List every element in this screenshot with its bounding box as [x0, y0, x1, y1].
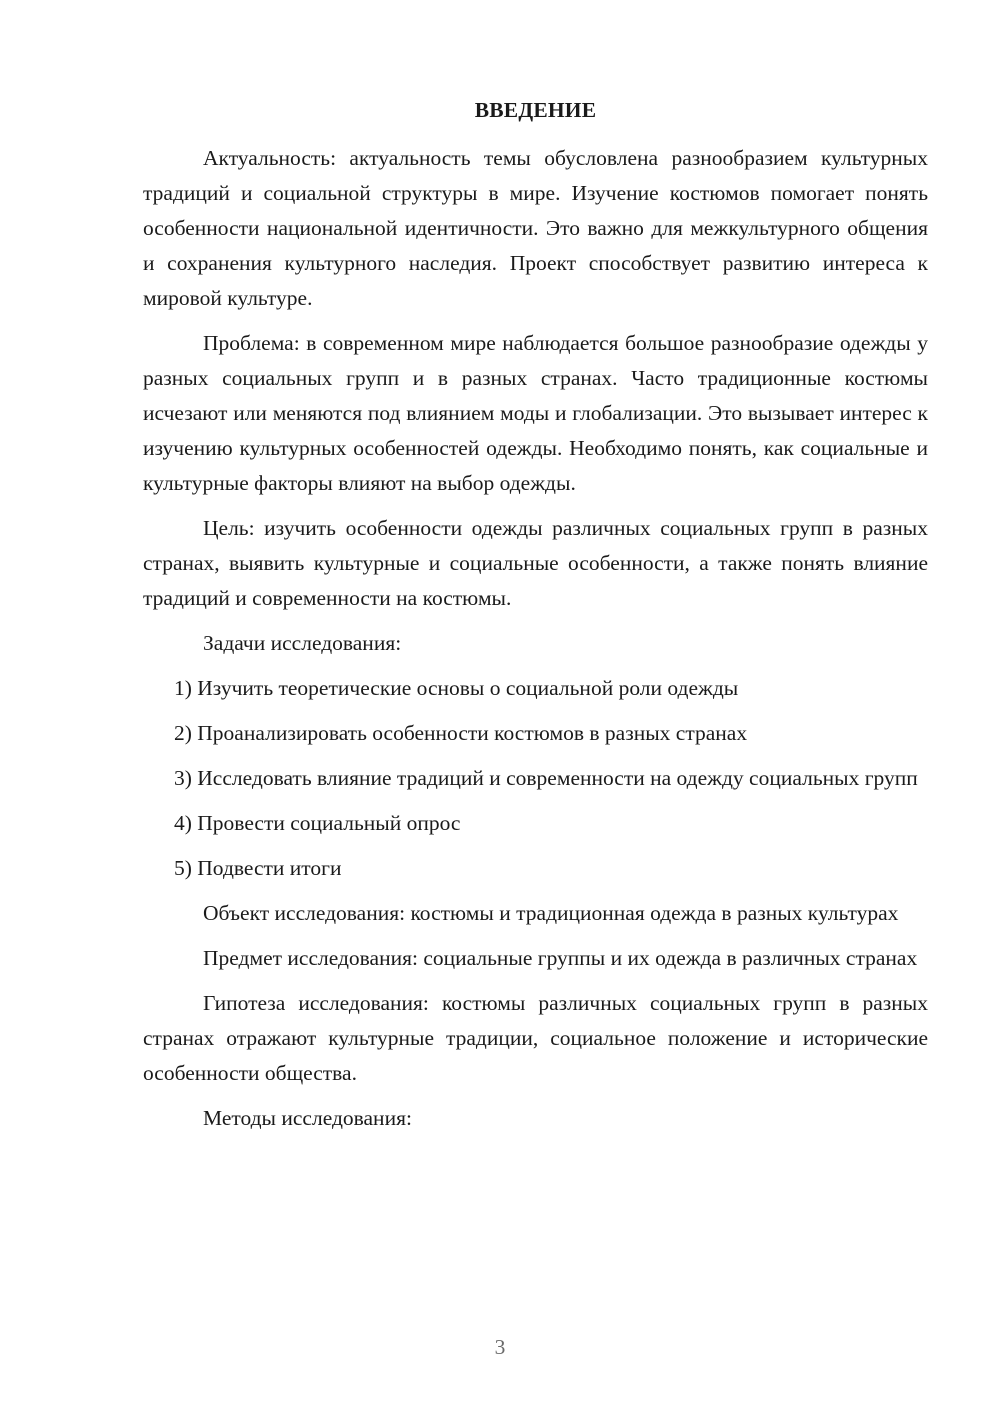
section-title: ВВЕДЕНИЕ: [474, 98, 597, 122]
paragraph-object: Объект исследования: костюмы и традиционная одежда в разных культурах: [203, 901, 899, 925]
paragraph-relevance: Актуальность: актуальность темы обусловлена разнообразием культурных традиций и социальной структуры в мире. Изучение костюмов помогает понять особенности национальной идентичности. Это важно для межкультурного общения и сохранения культурного наследия. Проект способствует развитию интереса к мировой культуре.: [143, 146, 928, 310]
paragraph-problem: Проблема: в современном мире наблюдается большое разнообразие одежды у разных социальных групп и в разных странах. Часто традиционные костюмы исчезают или меняются под влиянием моды и глобализации. Это вызывает интерес к изучению культурных особенностей одежды. Необходимо понять, как социальные и культурные факторы влияют на выбор одежды.: [143, 331, 928, 495]
paragraph-subject: Предмет исследования: социальные группы и их одежда в различных странах: [203, 946, 918, 970]
task-item-1: 1) Изучить теоретические основы о социальной роли одежды: [174, 676, 739, 700]
task-item-5: 5) Подвести итоги: [174, 856, 342, 880]
task-item-4: 4) Провести социальный опрос: [174, 811, 461, 835]
task-item-3: 3) Исследовать влияние традиций и современности на одежду социальных групп: [174, 766, 918, 790]
paragraph-methods-heading: Методы исследования:: [203, 1106, 412, 1130]
paragraph-tasks-heading: Задачи исследования:: [203, 631, 402, 655]
page-content: [143, 95, 928, 1146]
paragraph-hypothesis: Гипотеза исследования: костюмы различных социальных групп в разных странах отражают культурные традиции, социальное положение и исторические особенности общества.: [143, 991, 928, 1085]
paragraph-goal: Цель: изучить особенности одежды различных социальных групп в разных странах, выявить культурные и социальные особенности, а также понять влияние традиций и современности на костюмы.: [143, 516, 928, 610]
task-item-2: 2) Проанализировать особенности костюмов в разных странах: [174, 721, 748, 745]
page-number: 3: [494, 1335, 506, 1359]
